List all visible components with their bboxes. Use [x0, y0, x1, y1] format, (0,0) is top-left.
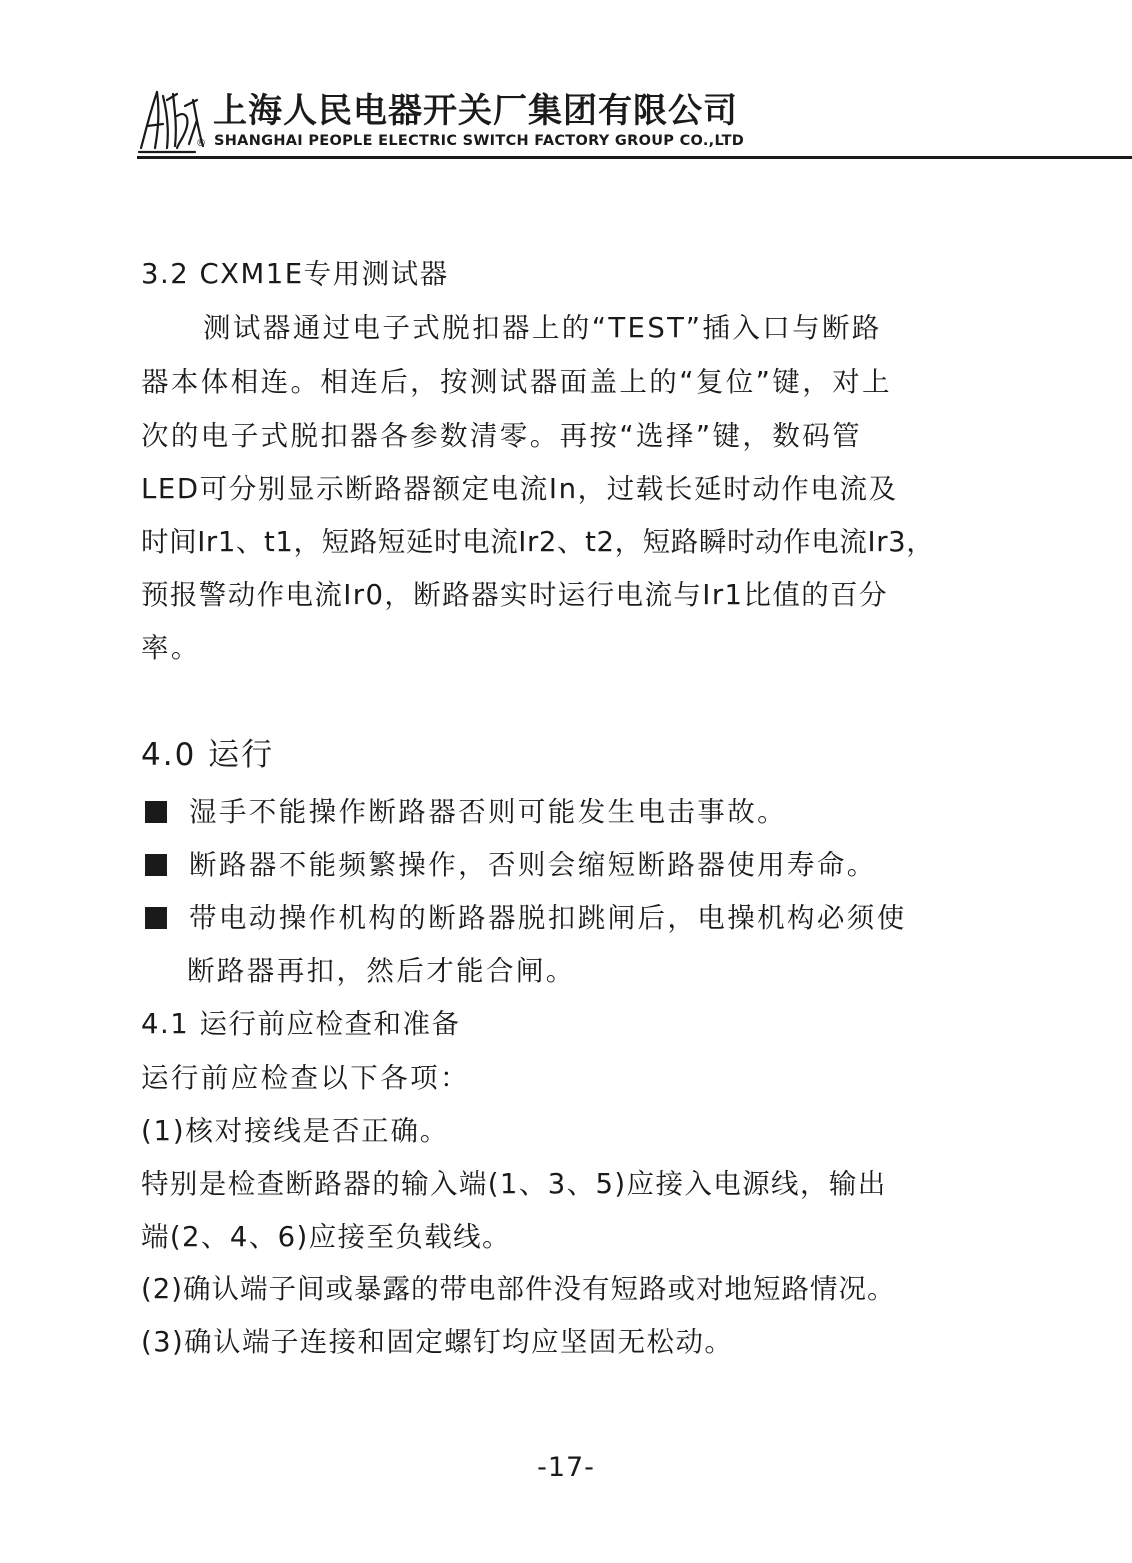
check-item: (1)核对接线是否正确。 — [141, 1115, 450, 1147]
bullet-square-icon — [145, 801, 167, 823]
section-3-2-line: 预报警动作电流Ir0，断路器实时运行电流与Ir1比值的百分 — [141, 579, 888, 611]
section-3-2-line: 时间Ir1、t1，短路短延时电流Ir2、t2，短路瞬时动作电流Ir3， — [141, 526, 935, 558]
check-item: 特别是检查断路器的输入端(1、3、5)应接入电源线，输出 — [141, 1168, 887, 1200]
check-item: (2)确认端子间或暴露的带电部件没有短路或对地短路情况。 — [141, 1273, 896, 1305]
company-name-en: SHANGHAI PEOPLE ELECTRIC SWITCH FACTORY GROUP CO.,LTD — [214, 133, 745, 149]
section-3-2-line: 率。 — [141, 632, 201, 664]
section-3-2-line: 器本体相连。相连后，按测试器面盖上的“复位”键，对上 — [141, 366, 892, 398]
bullet-text: 带电动操作机构的断路器脱扣跳闸后，电操机构必须使 — [189, 902, 907, 934]
bullet-item — [141, 795, 787, 829]
bullet-text-continued: 断路器再扣，然后才能合闸。 — [187, 955, 576, 987]
section-3-2-heading: 3.2 CXM1E专用测试器 — [141, 258, 449, 290]
section-4-1-intro: 运行前应检查以下各项： — [141, 1062, 470, 1094]
bullet-item — [141, 901, 907, 935]
registered-mark: ® — [196, 138, 206, 149]
company-name-cn: 上海人民电器开关厂集团有限公司 — [213, 91, 738, 131]
bullet-text: 湿手不能操作断路器否则可能发生电击事故。 — [189, 796, 787, 828]
bullet-item — [141, 848, 877, 882]
bullet-square-icon — [145, 854, 167, 876]
section-3-2-line: 测试器通过电子式脱扣器上的“TEST”插入口与断路 — [203, 312, 882, 344]
header-divider — [137, 156, 1132, 159]
bullet-text: 断路器不能频繁操作，否则会缩短断路器使用寿命。 — [189, 849, 877, 881]
section-3-2-line: 次的电子式脱扣器各参数清零。再按“选择”键，数码管 — [141, 420, 862, 452]
page-header — [137, 86, 1132, 162]
check-item: (3)确认端子连接和固定螺钉均应坚固无松动。 — [141, 1326, 734, 1358]
section-3-2-line: LED可分别显示断路器额定电流In，过载长延时动作电流及 — [141, 473, 898, 505]
bullet-square-icon — [145, 907, 167, 929]
section-4-0-heading: 4.0 运行 — [141, 737, 275, 773]
check-item: 端(2、4、6)应接至负载线。 — [141, 1221, 511, 1253]
page-number: -17- — [537, 1452, 595, 1483]
section-4-1-heading: 4.1 运行前应检查和准备 — [141, 1008, 461, 1040]
